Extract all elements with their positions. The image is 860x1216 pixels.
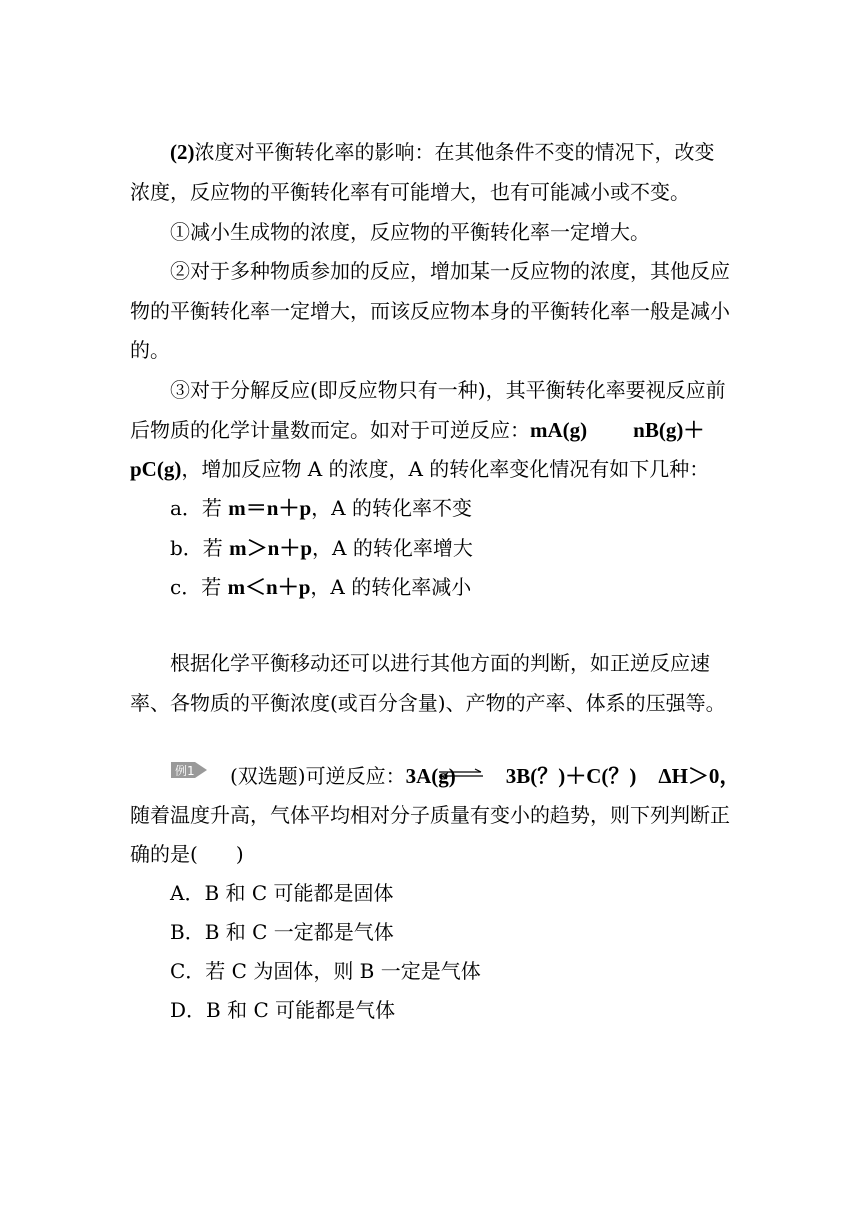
example-line1: (双选题)可逆反应：3A(g) 3B(？)＋C(？) ΔH＞0， [230, 764, 741, 788]
example-eq-left: 3A(g) [405, 764, 456, 788]
option-b: B．B 和 C 一定都是气体 [170, 920, 394, 944]
item3-line2: 后物质的化学计量数而定。如对于可逆反应：mA(g) nB(g)＋ [130, 418, 705, 442]
example-badge-icon [169, 758, 209, 782]
para2-label: (2) [170, 140, 195, 164]
option-a: A．B 和 C 可能都是固体 [170, 881, 394, 905]
example-line2: 随着温度升高，气体平均相对分子质量有变小的趋势，则下列判断正 [130, 803, 730, 827]
equilibrium-arrow-icon [437, 768, 485, 780]
case-c: c．若 m＜n＋p，A 的转化率减小 [170, 575, 472, 599]
case-b: b．若 m＞n＋p，A 的转化率增大 [170, 536, 473, 560]
item2-line1: ②对于多种物质参加的反应，增加某一反应物的浓度，其他反应 [170, 259, 730, 283]
case-a: a．若 m＝n＋p，A 的转化率不变 [170, 496, 472, 520]
delta-h: ΔH＞0， [658, 764, 741, 788]
item2-line3: 的。 [130, 338, 170, 362]
item2-line2: 物的平衡转化率一定增大，而该反应物本身的平衡转化率一般是减小 [130, 299, 730, 323]
equation-right: nB(g)＋ [633, 418, 705, 442]
option-d: D．B 和 C 可能都是气体 [170, 998, 396, 1022]
item1-line: ①减小生成物的浓度，反应物的平衡转化率一定增大。 [170, 220, 650, 244]
item3-line3: pC(g)，增加反应物 A 的浓度，A 的转化率变化情况有如下几种： [130, 457, 710, 481]
para2-line1: (2)浓度对平衡转化率的影响：在其他条件不变的情况下，改变 [170, 140, 715, 164]
equation-left: mA(g) [530, 418, 588, 442]
svg-text:例1: 例1 [175, 764, 195, 778]
summary-line2: 率、各物质的平衡浓度(或百分含量)、产物的产率、体系的压强等。 [130, 691, 726, 715]
para2-line2: 浓度，反应物的平衡转化率有可能增大，也有可能减小或不变。 [130, 180, 690, 204]
summary-line1: 根据化学平衡移动还可以进行其他方面的判断，如正逆反应速 [170, 651, 710, 675]
option-c: C．若 C 为固体，则 B 一定是气体 [170, 959, 481, 983]
item3-line1: ③对于分解反应(即反应物只有一种)，其平衡转化率要视反应前 [170, 378, 726, 402]
example-line3: 确的是( ) [130, 842, 244, 866]
example-eq-right: 3B(？)＋C(？) [505, 764, 637, 788]
